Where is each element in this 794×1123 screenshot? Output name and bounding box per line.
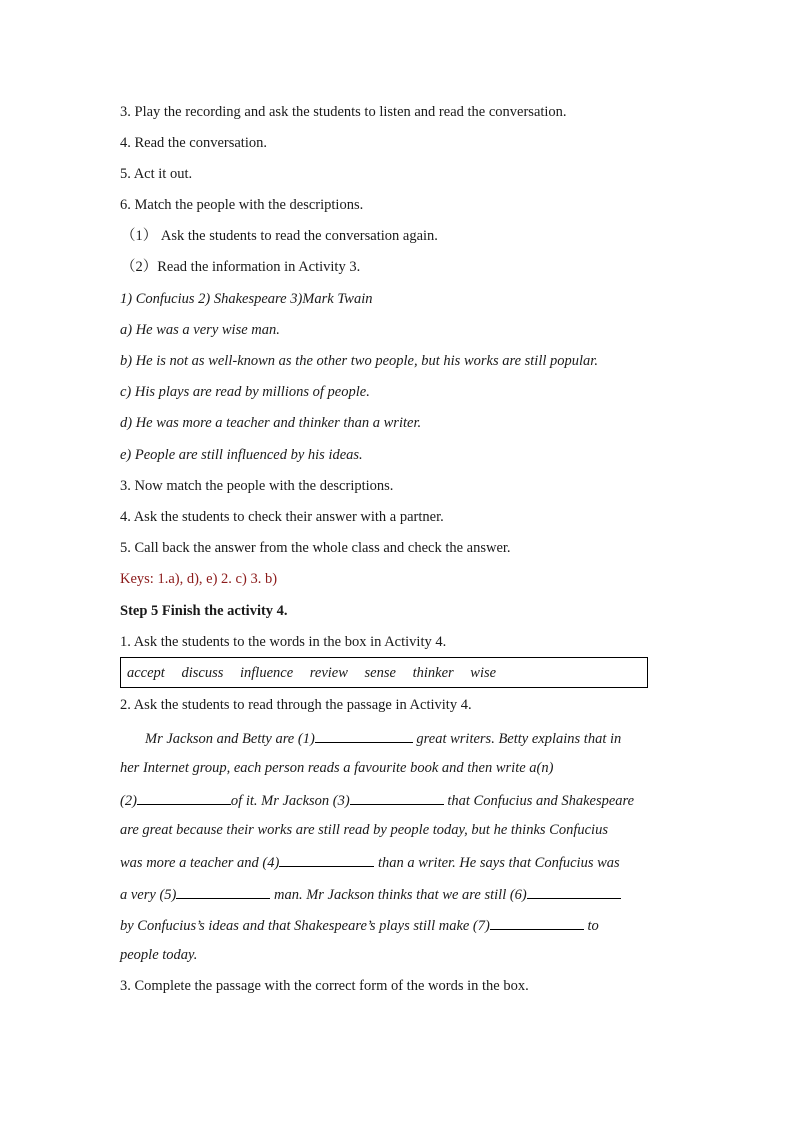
passage-line: by Confucius’s ideas and that Shakespeare’s plays still make (7) to <box>120 915 599 935</box>
word-review: review <box>309 665 348 681</box>
instruction-line: 4. Ask the students to check their answer with a partner. <box>120 509 444 525</box>
word-wise: wise <box>470 665 497 681</box>
word-accept: accept <box>127 665 165 681</box>
passage-line: are great because their works are still read by people today, but he thinks Confucius <box>120 822 608 838</box>
instruction-line: 3. Complete the passage with the correct form of the words in the box. <box>120 978 529 994</box>
passage-line: people today. <box>120 947 198 963</box>
passage-line: a very (5) man. Mr Jackson thinks that we are still (6) <box>120 884 621 904</box>
answer-keys: Keys: 1.a), d), e) 2. c) 3. b) <box>120 571 278 587</box>
description-b: b) He is not as well-known as the other two people, but his works are still popular. <box>120 353 598 369</box>
passage-line: her Internet group, each person reads a favourite book and then write a(n) <box>120 760 554 776</box>
word-sense: sense <box>364 665 396 681</box>
instruction-line: 3. Now match the people with the descriptions. <box>120 478 394 494</box>
blank-5[interactable] <box>176 884 270 899</box>
blank-2[interactable] <box>137 790 231 805</box>
word-thinker: thinker <box>412 665 454 681</box>
blank-4[interactable] <box>279 852 374 867</box>
description-d: d) He was more a teacher and thinker than a writer. <box>120 415 422 431</box>
instruction-line: 1. Ask the students to the words in the box in Activity 4. <box>120 634 447 650</box>
passage-line: Mr Jackson and Betty are (1) great writers. Betty explains that in <box>145 728 621 748</box>
instruction-line: 2. Ask the students to read through the passage in Activity 4. <box>120 697 472 713</box>
word-discuss: discuss <box>181 665 224 681</box>
passage-line: was more a teacher and (4) than a writer. He says that Confucius was <box>120 852 620 872</box>
instruction-line: （2）Read the information in Activity 3. <box>121 259 361 275</box>
word-box-list <box>127 665 509 682</box>
word-influence: influence <box>240 665 294 681</box>
people-list: 1) Confucius 2) Shakespeare 3)Mark Twain <box>120 291 373 307</box>
word-box <box>120 657 648 688</box>
step-heading: Step 5 Finish the activity 4. <box>120 603 288 619</box>
instruction-line: 5. Act it out. <box>120 166 193 182</box>
blank-1[interactable] <box>315 728 413 743</box>
instruction-line: 4. Read the conversation. <box>120 135 267 151</box>
blank-6[interactable] <box>527 884 621 899</box>
blank-7[interactable] <box>490 915 584 930</box>
instruction-line: 5. Call back the answer from the whole class and check the answer. <box>120 540 511 556</box>
instruction-line: （1） Ask the students to read the conversation again. <box>121 228 438 244</box>
instruction-line: 6. Match the people with the descriptions. <box>120 197 364 213</box>
description-a: a) He was a very wise man. <box>120 322 280 338</box>
instruction-line: 3. Play the recording and ask the students to listen and read the conversation. <box>120 104 567 120</box>
blank-3[interactable] <box>350 790 444 805</box>
passage-line: (2) of it. Mr Jackson (3) that Confucius and Shakespeare <box>120 790 634 810</box>
description-c: c) His plays are read by millions of people. <box>120 384 370 400</box>
description-e: e) People are still influenced by his ideas. <box>120 447 363 463</box>
